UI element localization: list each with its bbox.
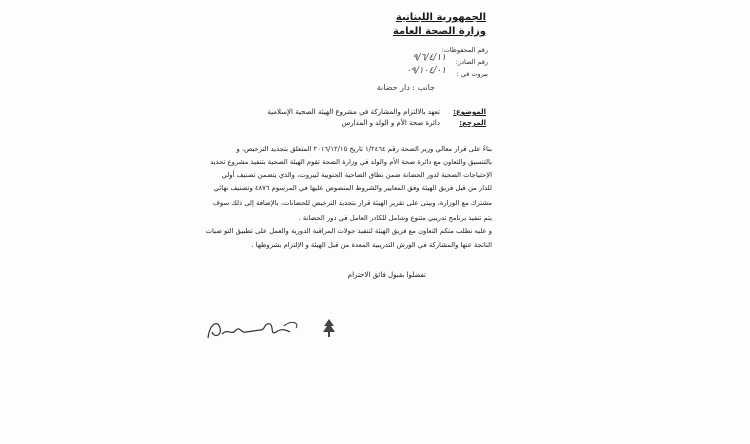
reference-label: المرجع: (459, 119, 486, 127)
body-line-3: الإحتياجات الصحية لدور الحضانة ضمن نطاق الضاحية الجنوبية لبيروت، والذي يتضمن تصنيف أولي (221, 171, 492, 179)
subject-label: الموضوع: (453, 108, 486, 116)
body-line-5: مشترك مع الوزارة، ويبنى على تقرير الهيئة قرار بتجديد الترخيص للحضانات، بالإضافة إلى ذلك سوف (212, 199, 492, 207)
date-value: ٠٩/١٠٤/٠١ (406, 66, 446, 76)
issue-number-label: رقم الصادر: (455, 58, 488, 66)
cedar-emblem (322, 318, 336, 338)
closing-line: تفضلوا بقبول فائق الاحترام (347, 271, 426, 279)
addressee: جانب : دار حضانة (376, 83, 435, 92)
ministry-heading: وزارة الصحة العامة (392, 26, 486, 37)
signature-drawing (200, 308, 320, 348)
date-label: بيروت في : (456, 70, 488, 78)
cedar-icon (322, 318, 336, 338)
body-line-4: للدار من قبل فريق الهيئة وفق المعايير والشروط المنصوص عليها في المرسوم ٤٨٧٦ وتصنيف نهائي (213, 184, 492, 192)
subject-text: تعهد بالالتزام والمشاركة في مشروع الهيئة الصحية الإسلامية (267, 108, 440, 116)
archive-number-label: رقم المحفوظات: (441, 46, 488, 54)
reference-text: دائرة صحة الأم و الولد و المدارس (341, 119, 440, 127)
body-line-8: الناتجة عنها والمشاركة في الورش التدريبية المعدة من قبل الهيئة و الإلتزام بشروطها . (251, 241, 492, 249)
body-line-2: بالتنسيق والتعاون مع دائرة صحة الأم والولد في وزارة الصحة تقوم الهيئة الصحية بتنفيذ مشروع تحديد (210, 158, 492, 166)
body-line-1: بناءً على قرار معالي وزير الصحة رقم ١/٢٤٦٤ تاريخ ٢٠١٦/١٢/١٥ المتعلق بتجديد الترخيص، و (236, 145, 492, 153)
body-line-6: يتم تنفيذ برنامج تدريبي متنوع وشامل للكادر العامل في دور الحضانة . (298, 214, 492, 222)
body-line-7: و عليه نطلب منكم التعاون مع فريق الهيئة لتنفيذ جولات المراقبة الدورية والعمل على تطبيق التو صيات (205, 227, 492, 235)
signature (200, 308, 320, 348)
republic-heading: الجمهورية اللبنانية (395, 12, 486, 23)
issue-number-value: ٩/٦/٤/١١ (412, 53, 446, 63)
